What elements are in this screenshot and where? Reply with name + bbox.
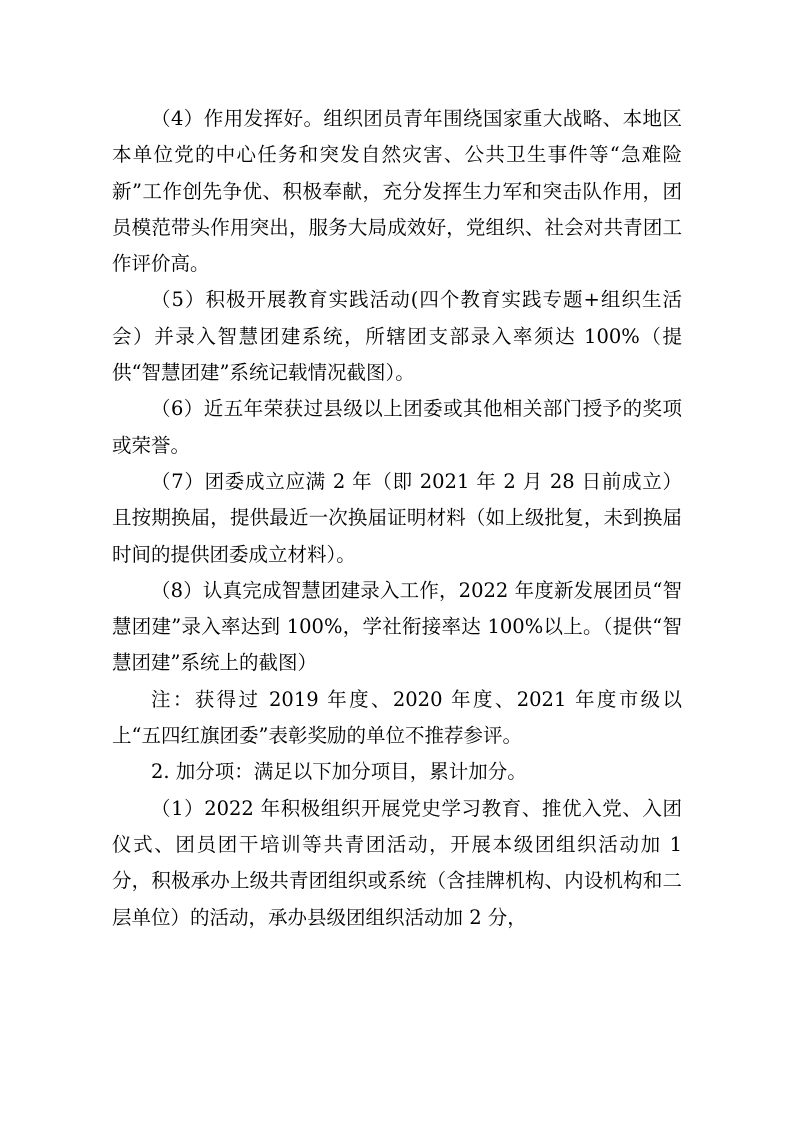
paragraph-item-8: （8）认真完成智慧团建录入工作，2022 年度新发展团员“智慧团建”录入率达到 100%，学社衔接率达 100%以上。（提供“智慧团建”系统上的截图） [112, 578, 682, 675]
paragraph-note: 注：获得过 2019 年度、2020 年度、2021 年度市级以上“五四红旗团委”表彰奖励的单位不推荐参评。 [112, 687, 682, 748]
paragraph-item-5: （5）积极开展教育实践活动(四个教育实践专题+组织生活会）并录入智慧团建系统，所辖团支部录入率须达 100%（提供“智慧团建”系统记载情况截图）。 [112, 288, 682, 385]
section-heading-bonus: 2. 加分项：满足以下加分项目，累计加分。 [151, 760, 527, 784]
paragraph-item-6: （6）近五年荣获过县级以上团委或其他相关部门授予的奖项或荣誉。 [112, 397, 682, 457]
paragraph-item-7: （7）团委成立应满 2 年（即 2021 年 2 月 28 日前成立）且按期换届，提供最近一次换届证明材料（如上级批复，未到换届时间的提供团委成立材料）。 [112, 469, 682, 566]
document-body [112, 101, 682, 936]
paragraph-item-4: （4）作用发挥好。组织团员青年围绕国家重大战略、本地区本单位党的中心任务和突发自然灾害、公共卫生事件等“急难险新”工作创先争优、积极奉献，充分发挥生力军和突击队作用，团员模范带头作用突出，服务大局成效好，党组织、社会对共青团工作评价高。 [112, 107, 682, 276]
paragraph-bonus-item-1: （1）2022 年积极组织开展党史学习教育、推优入党、入团仪式、团员团干培训等共青团活动，开展本级团组织活动加 1 分，积极承办上级共青团组织或系统（含挂牌机构、内设机构和二层单位）的活动，承办县级团组织活动加 2 分， [112, 796, 682, 929]
